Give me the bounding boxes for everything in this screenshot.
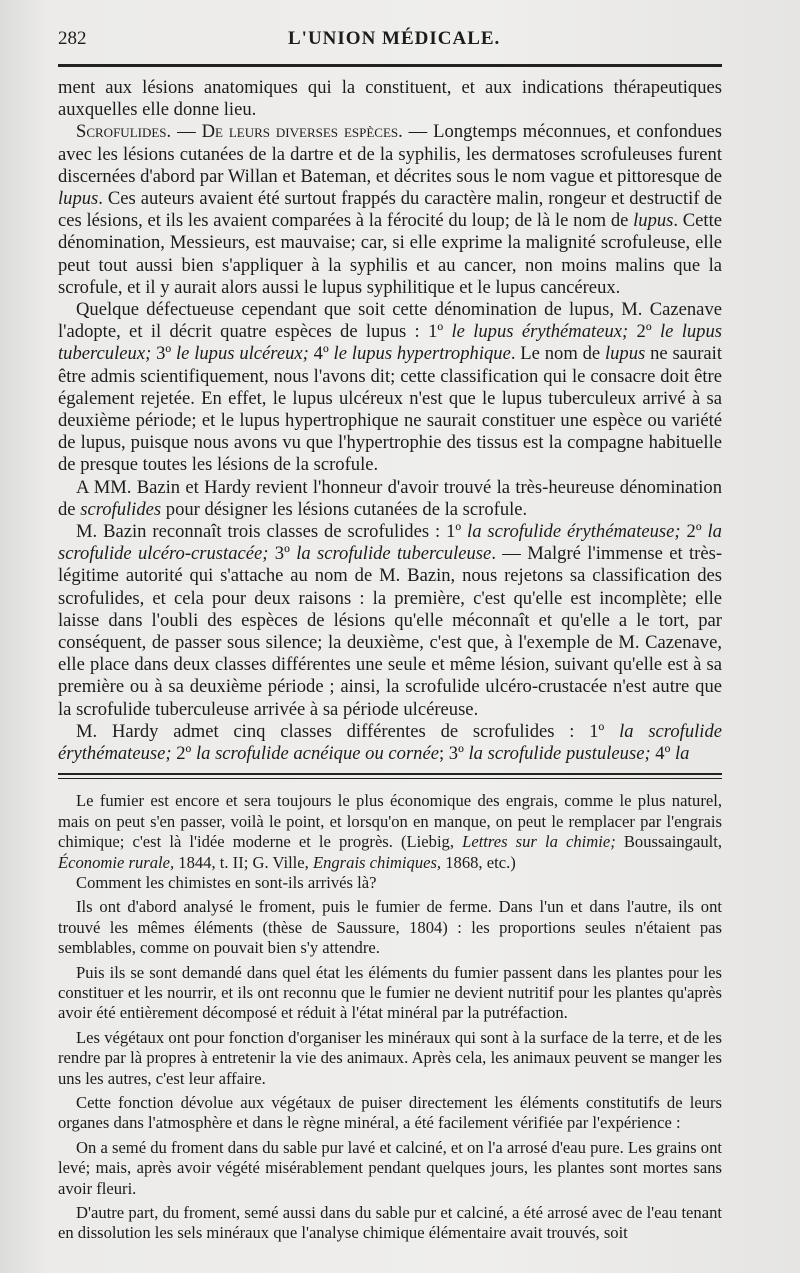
running-header [58,28,722,67]
feuilleton-paragraph-6: Cette fonction dévolue aux végétaux de puiser directement les éléments constitutifs de leurs organes dans l'atmosphère et dans le règne minéral, a été facilement vérifiée par l'expérience : [58,1092,722,1133]
feuilleton-paragraph-4: Puis ils se sont demandé dans quel état les éléments du fumier passent dans les plantes pour les constituer et les nourrir, et ils ont reconnu que le fumier ne devient nutritif pour les plantes qu'après avoir été entièrement décomposé et réduit à l'état minéral par la putréfaction. [58,962,722,1023]
journal-title: L'UNION MÉDICALE. [288,28,501,49]
feuilleton-paragraph-1: Le fumier est encore et sera toujours le plus économique des engrais, comme le plus naturel, mais on peut s'en passer, voilà le point, et lorsqu'on en manque, on peut le remplacer par l'engrais chimique; c'est là l'idée moderne et le progrès. (Liebig, Lettres sur la chimie; Boussaingault, Économie rurale, 1844, t. II; G. Ville, Engrais chimiques, 1868, etc.) [58,791,723,872]
main-article [58,77,722,765]
feuilleton-paragraph-2: Comment les chimistes en sont-ils arrivés là? [76,872,377,892]
paragraph-6: M. Hardy admet cinq classes différentes de scrofulides : 1º la scrofulide érythémateuse; 2º la scrofulide acnéique ou cornée; 3º la scrofulide pustuleuse; 4º la [58,720,722,765]
feuilleton-paragraph-5: Les végétaux ont pour fonction d'organiser les minéraux qui sont à la surface de la terre, et de les rendre par là propres à entretenir la vie des animaux. Après cela, les animaux peuvent se manger les uns les autres, c'est leur affaire. [58,1027,722,1088]
feuilleton-paragraph-3: Ils ont d'abord analysé le froment, puis le fumier de ferme. Dans l'un et dans l'autre, ils ont trouvé les mêmes éléments (thèse de Saussure, 1804) : les proportions seules n'étaient pas semblables, comme on pouvait bien s'y attendre. [58,897,722,958]
paragraph-3: Quelque défectueuse cependant que soit cette dénomination de lupus, M. Cazenave l'adopte, et il décrit quatre espèces de lupus : 1º le lupus érythémateux; 2º le lupus tuberculeux; 3º le lupus ulcéreux; 4º le lupus hypertrophique. Le nom de lupus ne saurait être admis scientifiquement, nous l'avons dit; cette classification qui le consacre doit être également rejetée. En effet, le lupus ulcéreux n'est que le lupus tuberculeux arrivé à sa deuxième période; et le lupus hypertrophique ne saurait constituer une espèce ou variété de lupus, puisque nous avons vu que l'hypertrophie des tissus est la compagne habituelle de presque toutes les lésions de la scrofule. [58,299,723,476]
feuilleton-paragraph-8: D'autre part, du froment, semé aussi dans du sable pur et calciné, a été arrosé avec de l'eau tenant en dissolution les sels minéraux que l'analyse chimique élémentaire avait trouvés, soit [58,1203,722,1243]
page-number: 282 [58,28,87,49]
feuilleton-paragraph-7: On a semé du froment dans du sable pur lavé et calciné, et on l'a arrosé d'eau pure. Les grains ont levé; mais, après avoir végété misérablement pendant quelques jours, les plantes sont mortes sans avoir fleuri. [58,1137,722,1198]
paragraph-5: M. Bazin reconnaît trois classes de scrofulides : 1º la scrofulide érythémateuse; 2º la scrofulide ulcéro-crustacée; 3º la scrofulide tuberculeuse. — Malgré l'immense et très-légitime autorité qui s'attache au nom de M. Bazin, nous rejetons sa classification des scrofulides, et cela pour deux raisons : la première, c'est qu'elle est incomplète; elle laisse dans l'oubli des espèces de lésions qu'elle méconnaît et qu'elle a le tort, par conséquent, de passer sous silence; la deuxième, c'est que, à l'exemple de M. Cazenave, elle place dans deux classes différentes une seule et même lésion, suivant qu'elle est à sa première ou à sa deuxième période ; ainsi, la scrofulide ulcéro-crustacée n'est autre que la scrofulide tuberculeuse arrivée à sa période ulcéreuse. [58,521,723,720]
paragraph-4: A MM. Bazin et Hardy revient l'honneur d'avoir trouvé la très-heureuse dénomination de scrofulides pour désigner les lésions cutanées de la scrofule. [58,476,722,520]
paragraph-1: ment aux lésions anatomiques qui la constituent, et aux indications thérapeutiques auxquelles elle donne lieu. [58,77,722,121]
feuilleton-section [58,791,722,1244]
feuilleton-divider [58,773,722,779]
section-heading: Scrofulides. — De leurs diverses espèces. [76,121,403,143]
paragraph-2: Scrofulides. — De leurs diverses espèces. — Longtemps méconnues, et confondues avec les lésions cutanées de la dartre et de la syphilis, les dermatoses scrofuleuses furent discernées d'abord par Willan et Bateman, et décrites sous le nom vague et pittoresque de lupus. Ces auteurs avaient été surtout frappés du caractère malin, rongeur et destructif de ces lésions, et ils les avaient comparées à la férocité du loup; de là le nom de lupus. Cette dénomination, Messieurs, est mauvaise; car, si elle exprime la malignité scrofuleuse, elle peut tout aussi bien s'appliquer à la syphilis et au cancer, non moins malins que la scrofule, et il y aurait alors aussi le lupus syphilitique et le lupus cancéreux. [58,121,722,298]
